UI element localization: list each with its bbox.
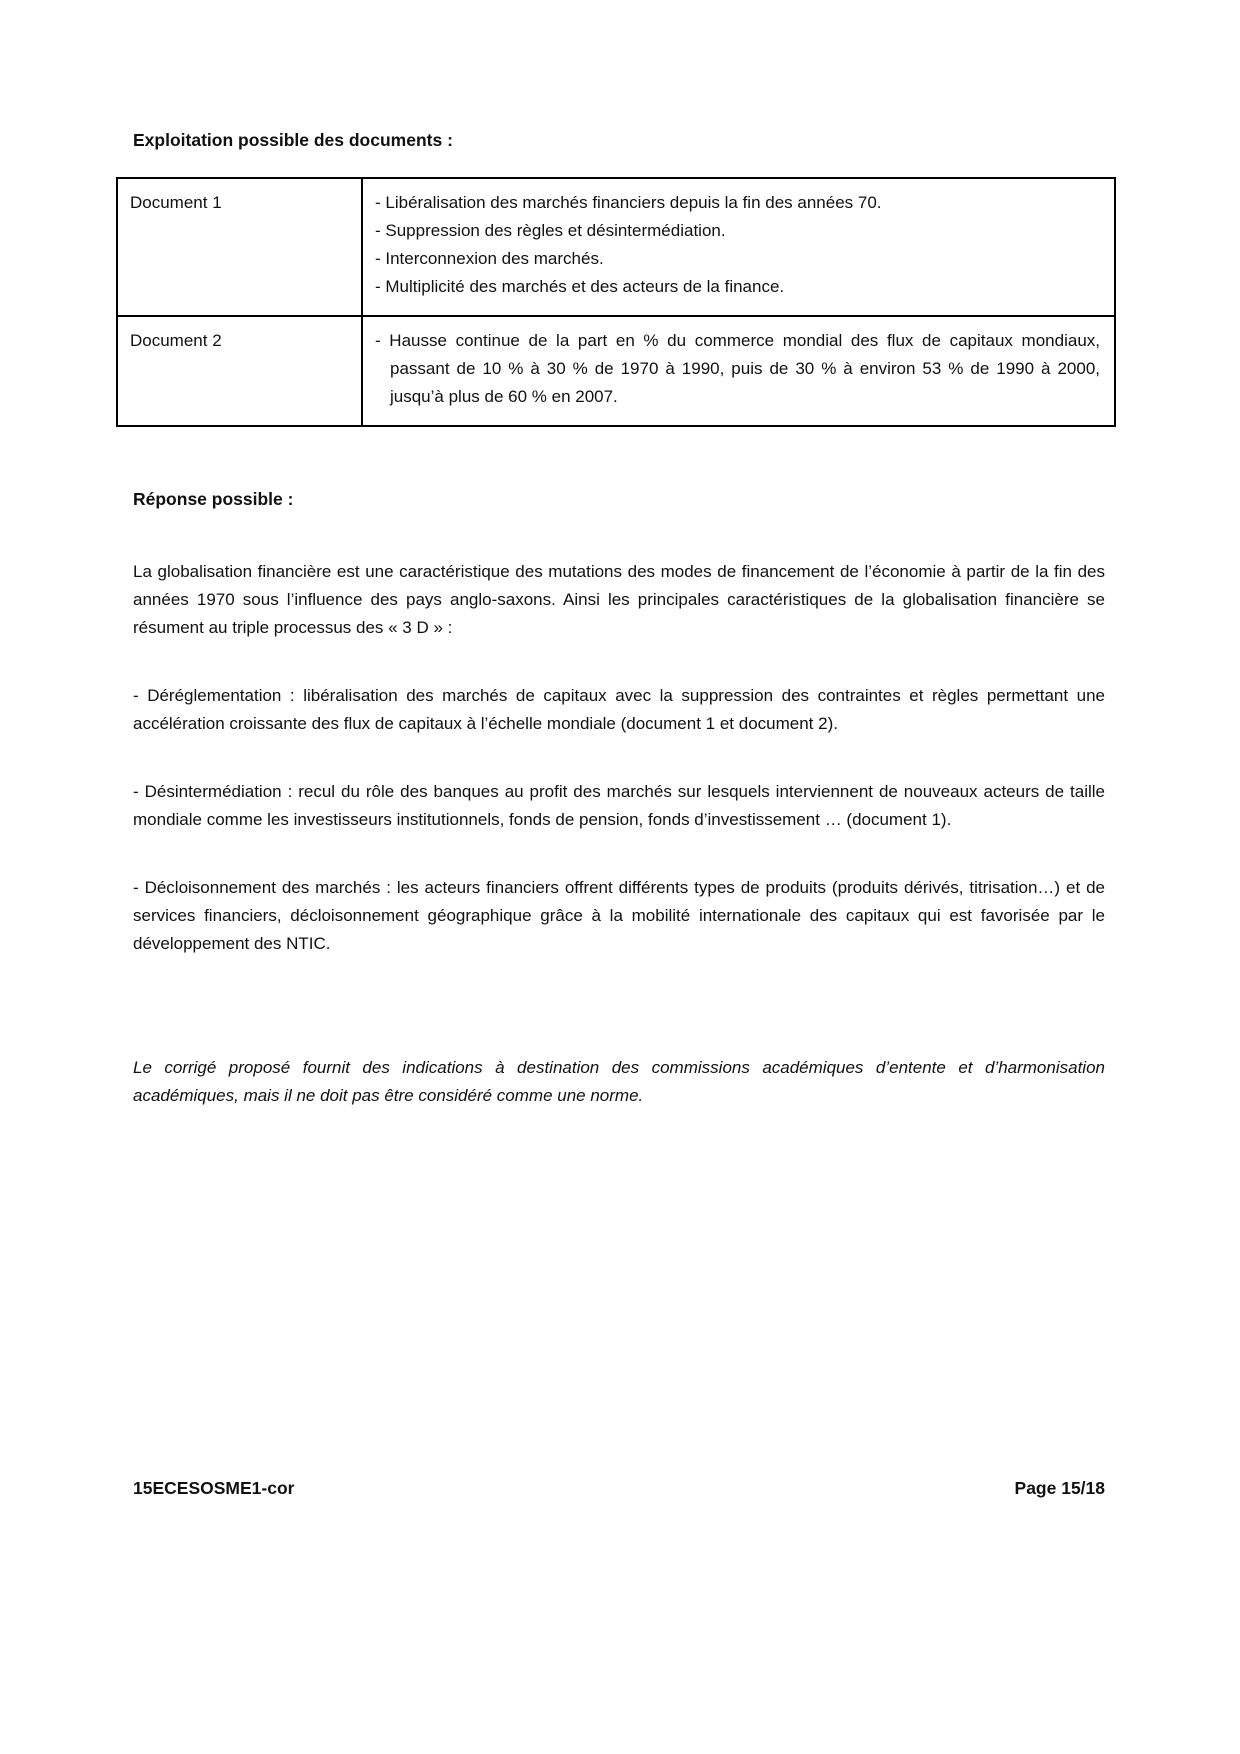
document-1-line: - Libéralisation des marchés financiers depuis la fin des années 70. <box>375 193 882 212</box>
paragraph-dereglementation: - Déréglementation : libéralisation des marchés de capitaux avec la suppression des contraintes et règles permettant une accélération croissante des flux de capitaux à l’échelle mondiale (document 1 et document 2). <box>133 686 1105 733</box>
footer-document-code: 15ECESOSME1-cor <box>133 1478 295 1498</box>
paragraph-intro: La globalisation financière est une caractéristique des mutations des modes de financement de l’économie à partir de la fin des années 1970 sous l’influence des pays anglo-saxons. Ainsi les principales caractéristiques de la globalisation financière se résument au triple processus des « 3 D » : <box>133 562 1105 637</box>
response-heading: Réponse possible : <box>133 489 294 509</box>
paragraph-decloisonnement: - Décloisonnement des marchés : les acteurs financiers offrent différents types de produits (produits dérivés, titrisation…) et de services financiers, décloisonnement géographique grâce à la mobilité internationale des capitaux qui est favorisée par le développement des NTIC. <box>133 878 1105 953</box>
page-footer <box>133 1478 1105 1499</box>
document-1-line: - Suppression des règles et désintermédiation. <box>375 221 726 240</box>
document-1-line: - Multiplicité des marchés et des acteurs de la finance. <box>375 277 785 296</box>
table-row-document-1 <box>118 179 1114 315</box>
document-1-label: Document 1 <box>118 179 363 315</box>
document-2-content <box>363 317 1114 425</box>
page-content <box>116 130 1116 1110</box>
document-2-text: - Hausse continue de la part en % du commerce mondial des flux de capitaux mondiaux, passant de 10 % à 30 % de 1970 à 1990, puis de 30 % à environ 53 % de 1990 à 2000, jusqu’à plus de 60 % en 2007. <box>375 331 1100 406</box>
exploitation-heading: Exploitation possible des documents : <box>133 130 453 150</box>
document-1-content <box>363 179 1114 315</box>
footer-page-number: Page 15/18 <box>1014 1478 1105 1498</box>
response-body <box>133 558 1105 1110</box>
document-1-line: - Interconnexion des marchés. <box>375 249 604 268</box>
note-paragraph: Le corrigé proposé fournit des indications à destination des commissions académiques d’entente et d’harmonisation académiques, mais il ne doit pas être considéré comme une norme. <box>133 1058 1105 1105</box>
documents-table <box>116 177 1116 427</box>
paragraph-desintermediation: - Désintermédiation : recul du rôle des banques au profit des marchés sur lesquels interviennent de nouveaux acteurs de taille mondiale comme les investisseurs institutionnels, fonds de pension, fonds d’investissement … (document 1). <box>133 782 1105 829</box>
document-2-label: Document 2 <box>118 317 363 425</box>
table-row-document-2 <box>118 315 1114 425</box>
